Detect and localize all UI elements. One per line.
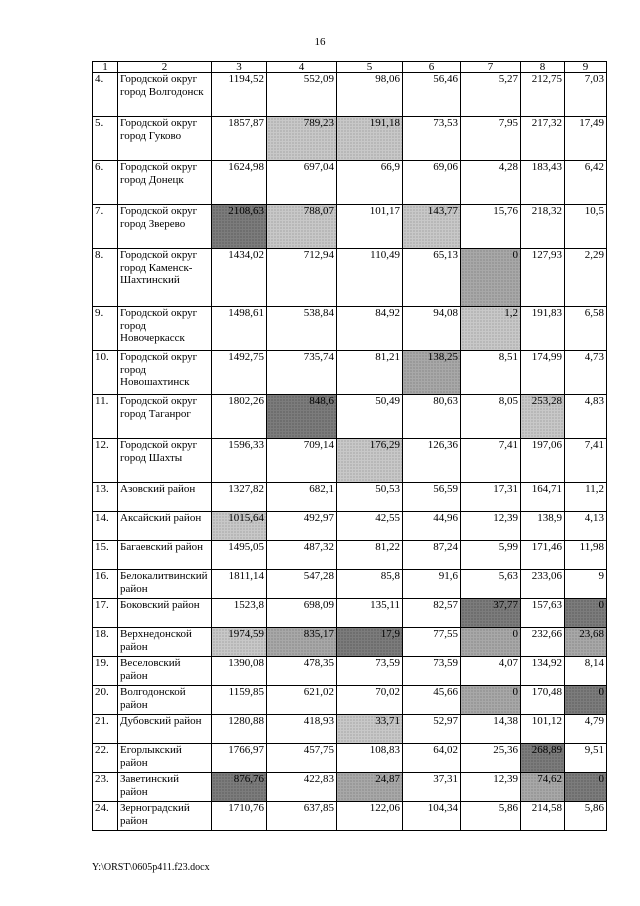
col7-value: 5,99: [461, 541, 521, 570]
col4-value: 712,94: [267, 249, 337, 307]
col9-value: 0: [565, 599, 607, 628]
col9-value: 4,79: [565, 715, 607, 744]
col9-value: 11,98: [565, 541, 607, 570]
col6-value: 143,77: [403, 205, 461, 249]
col3-value: 1327,82: [212, 483, 267, 512]
col4-value: 682,1: [267, 483, 337, 512]
col3-value: 876,76: [212, 773, 267, 802]
table-row: [93, 117, 607, 161]
col5-value: 108,83: [337, 744, 403, 773]
col4-value: 552,09: [267, 73, 337, 117]
column-number-header: 9: [565, 62, 607, 73]
col5-value: 33,71: [337, 715, 403, 744]
table-row: [93, 512, 607, 541]
col7-value: 0: [461, 686, 521, 715]
col6-value: 91,6: [403, 570, 461, 599]
col3-value: 1492,75: [212, 351, 267, 395]
row-number: 10.: [93, 351, 118, 395]
col6-value: 87,24: [403, 541, 461, 570]
col5-value: 101,17: [337, 205, 403, 249]
col8-value: 232,66: [521, 628, 565, 657]
municipality-name: Аксайский район: [118, 512, 212, 541]
col3-value: 1015,64: [212, 512, 267, 541]
col4-value: 697,04: [267, 161, 337, 205]
col4-value: 735,74: [267, 351, 337, 395]
col3-value: 1857,87: [212, 117, 267, 161]
table-row: [93, 744, 607, 773]
col4-value: 492,97: [267, 512, 337, 541]
municipality-name: Городской округ город Таганрог: [118, 395, 212, 439]
col4-value: 418,93: [267, 715, 337, 744]
col9-value: 17,49: [565, 117, 607, 161]
col9-value: 10,5: [565, 205, 607, 249]
municipality-name: Городской округ город Зверево: [118, 205, 212, 249]
column-number-header: 5: [337, 62, 403, 73]
col9-value: 11,2: [565, 483, 607, 512]
municipality-name: Заветинский район: [118, 773, 212, 802]
col7-value: 5,86: [461, 802, 521, 831]
table-row: [93, 715, 607, 744]
col7-value: 7,95: [461, 117, 521, 161]
col9-value: 0: [565, 686, 607, 715]
col9-value: 23,68: [565, 628, 607, 657]
municipality-name: Егорлыкский район: [118, 744, 212, 773]
col5-value: 135,11: [337, 599, 403, 628]
col8-value: 174,99: [521, 351, 565, 395]
row-number: 6.: [93, 161, 118, 205]
col9-value: 5,86: [565, 802, 607, 831]
col8-value: 74,62: [521, 773, 565, 802]
table-row: [93, 395, 607, 439]
col4-value: 789,23: [267, 117, 337, 161]
row-number: 17.: [93, 599, 118, 628]
column-number-header: 1: [93, 62, 118, 73]
row-number: 23.: [93, 773, 118, 802]
municipality-name: Городской округ город Новочеркасск: [118, 307, 212, 351]
col4-value: 422,83: [267, 773, 337, 802]
municipality-name: Боковский район: [118, 599, 212, 628]
col7-value: 0: [461, 628, 521, 657]
col4-value: 835,17: [267, 628, 337, 657]
page-number: 16: [314, 36, 326, 48]
col3-value: 1596,33: [212, 439, 267, 483]
municipality-name: Верхнедонской район: [118, 628, 212, 657]
col7-value: 15,76: [461, 205, 521, 249]
col7-value: 4,07: [461, 657, 521, 686]
municipality-name: Городской округ город Волгодонск: [118, 73, 212, 117]
col7-value: 8,05: [461, 395, 521, 439]
municipality-name: Городской округ город Гуково: [118, 117, 212, 161]
col3-value: 1434,02: [212, 249, 267, 307]
row-number: 14.: [93, 512, 118, 541]
col7-value: 17,31: [461, 483, 521, 512]
col7-value: 0: [461, 249, 521, 307]
col8-value: 183,43: [521, 161, 565, 205]
table-row: [93, 802, 607, 831]
row-number: 12.: [93, 439, 118, 483]
col9-value: 6,42: [565, 161, 607, 205]
municipality-name: Веселовский район: [118, 657, 212, 686]
col5-value: 42,55: [337, 512, 403, 541]
col8-value: 127,93: [521, 249, 565, 307]
row-number: 11.: [93, 395, 118, 439]
col5-value: 98,06: [337, 73, 403, 117]
table-row: [93, 628, 607, 657]
col8-value: 233,06: [521, 570, 565, 599]
col9-value: 0: [565, 773, 607, 802]
column-number-header: 2: [118, 62, 212, 73]
municipality-name: Волгодонской район: [118, 686, 212, 715]
col3-value: 1766,97: [212, 744, 267, 773]
col5-value: 81,22: [337, 541, 403, 570]
col6-value: 69,06: [403, 161, 461, 205]
row-number: 9.: [93, 307, 118, 351]
col6-value: 73,59: [403, 657, 461, 686]
col6-value: 82,57: [403, 599, 461, 628]
col8-value: 164,71: [521, 483, 565, 512]
row-number: 15.: [93, 541, 118, 570]
col4-value: 478,35: [267, 657, 337, 686]
col5-value: 70,02: [337, 686, 403, 715]
col5-value: 191,18: [337, 117, 403, 161]
col7-value: 5,27: [461, 73, 521, 117]
municipality-name: Городской округ город Шахты: [118, 439, 212, 483]
data-table: [92, 61, 607, 831]
col6-value: 64,02: [403, 744, 461, 773]
col6-value: 94,08: [403, 307, 461, 351]
row-number: 8.: [93, 249, 118, 307]
col6-value: 45,66: [403, 686, 461, 715]
col8-value: 157,63: [521, 599, 565, 628]
col9-value: 8,14: [565, 657, 607, 686]
municipality-name: Дубовский район: [118, 715, 212, 744]
row-number: 19.: [93, 657, 118, 686]
col7-value: 14,38: [461, 715, 521, 744]
col5-value: 176,29: [337, 439, 403, 483]
col8-value: 197,06: [521, 439, 565, 483]
row-number: 21.: [93, 715, 118, 744]
row-number: 4.: [93, 73, 118, 117]
col6-value: 37,31: [403, 773, 461, 802]
table-row: [93, 307, 607, 351]
col5-value: 110,49: [337, 249, 403, 307]
table-row: [93, 686, 607, 715]
col8-value: 218,32: [521, 205, 565, 249]
col6-value: 80,63: [403, 395, 461, 439]
col9-value: 7,41: [565, 439, 607, 483]
column-number-header: 3: [212, 62, 267, 73]
column-number-header: 4: [267, 62, 337, 73]
table-row: [93, 657, 607, 686]
col3-value: 1710,76: [212, 802, 267, 831]
municipality-name: Азовский район: [118, 483, 212, 512]
col9-value: 2,29: [565, 249, 607, 307]
col3-value: 1974,59: [212, 628, 267, 657]
col3-value: 1498,61: [212, 307, 267, 351]
file-path-footer: Y:\ORST\0605p411.f23.docx: [92, 862, 210, 873]
col5-value: 50,53: [337, 483, 403, 512]
col8-value: 101,12: [521, 715, 565, 744]
col3-value: 1523,8: [212, 599, 267, 628]
col3-value: 2108,63: [212, 205, 267, 249]
municipality-name: Белокалитвинский район: [118, 570, 212, 599]
col9-value: 4,83: [565, 395, 607, 439]
col9-value: 4,13: [565, 512, 607, 541]
table-row: [93, 599, 607, 628]
header-row: [93, 62, 607, 73]
col6-value: 104,34: [403, 802, 461, 831]
col5-value: 122,06: [337, 802, 403, 831]
col7-value: 8,51: [461, 351, 521, 395]
municipality-name: Городской округ город Каменск-Шахтинский: [118, 249, 212, 307]
col5-value: 85,8: [337, 570, 403, 599]
col5-value: 17,9: [337, 628, 403, 657]
col7-value: 37,77: [461, 599, 521, 628]
row-number: 7.: [93, 205, 118, 249]
municipality-name: Городской округ город Новошахтинск: [118, 351, 212, 395]
col5-value: 84,92: [337, 307, 403, 351]
row-number: 13.: [93, 483, 118, 512]
table-row: [93, 73, 607, 117]
col8-value: 268,89: [521, 744, 565, 773]
col3-value: 1280,88: [212, 715, 267, 744]
col6-value: 126,36: [403, 439, 461, 483]
municipality-name: Багаевский район: [118, 541, 212, 570]
col3-value: 1802,26: [212, 395, 267, 439]
column-number-header: 6: [403, 62, 461, 73]
col9-value: 6,58: [565, 307, 607, 351]
col8-value: 212,75: [521, 73, 565, 117]
col6-value: 44,96: [403, 512, 461, 541]
col3-value: 1624,98: [212, 161, 267, 205]
col4-value: 457,75: [267, 744, 337, 773]
col7-value: 12,39: [461, 512, 521, 541]
col6-value: 52,97: [403, 715, 461, 744]
col4-value: 547,28: [267, 570, 337, 599]
col7-value: 12,39: [461, 773, 521, 802]
row-number: 16.: [93, 570, 118, 599]
col6-value: 77,55: [403, 628, 461, 657]
col5-value: 73,59: [337, 657, 403, 686]
row-number: 20.: [93, 686, 118, 715]
row-number: 22.: [93, 744, 118, 773]
col4-value: 698,09: [267, 599, 337, 628]
col7-value: 1,2: [461, 307, 521, 351]
column-number-header: 7: [461, 62, 521, 73]
municipality-name: Городской округ город Донецк: [118, 161, 212, 205]
col4-value: 637,85: [267, 802, 337, 831]
table-row: [93, 161, 607, 205]
col5-value: 50,49: [337, 395, 403, 439]
table-row: [93, 249, 607, 307]
col5-value: 81,21: [337, 351, 403, 395]
table-row: [93, 483, 607, 512]
municipality-name: Зерноградский район: [118, 802, 212, 831]
col9-value: 9,51: [565, 744, 607, 773]
col6-value: 138,25: [403, 351, 461, 395]
col3-value: 1194,52: [212, 73, 267, 117]
col8-value: 171,46: [521, 541, 565, 570]
col7-value: 7,41: [461, 439, 521, 483]
col8-value: 134,92: [521, 657, 565, 686]
col8-value: 191,83: [521, 307, 565, 351]
table-row: [93, 541, 607, 570]
table-row: [93, 773, 607, 802]
table-row: [93, 439, 607, 483]
col4-value: 621,02: [267, 686, 337, 715]
col6-value: 56,46: [403, 73, 461, 117]
col9-value: 4,73: [565, 351, 607, 395]
col8-value: 253,28: [521, 395, 565, 439]
column-number-header: 8: [521, 62, 565, 73]
row-number: 18.: [93, 628, 118, 657]
col8-value: 217,32: [521, 117, 565, 161]
col5-value: 24,87: [337, 773, 403, 802]
col3-value: 1159,85: [212, 686, 267, 715]
col4-value: 709,14: [267, 439, 337, 483]
col5-value: 66,9: [337, 161, 403, 205]
row-number: 24.: [93, 802, 118, 831]
table-row: [93, 351, 607, 395]
col9-value: 7,03: [565, 73, 607, 117]
col4-value: 487,32: [267, 541, 337, 570]
col8-value: 138,9: [521, 512, 565, 541]
col4-value: 538,84: [267, 307, 337, 351]
row-number: 5.: [93, 117, 118, 161]
col8-value: 214,58: [521, 802, 565, 831]
col7-value: 4,28: [461, 161, 521, 205]
col7-value: 5,63: [461, 570, 521, 599]
col9-value: 9: [565, 570, 607, 599]
col4-value: 848,6: [267, 395, 337, 439]
col4-value: 788,07: [267, 205, 337, 249]
col3-value: 1390,08: [212, 657, 267, 686]
col6-value: 65,13: [403, 249, 461, 307]
table-row: [93, 570, 607, 599]
col6-value: 56,59: [403, 483, 461, 512]
col3-value: 1811,14: [212, 570, 267, 599]
col3-value: 1495,05: [212, 541, 267, 570]
col6-value: 73,53: [403, 117, 461, 161]
table-row: [93, 205, 607, 249]
col7-value: 25,36: [461, 744, 521, 773]
col8-value: 170,48: [521, 686, 565, 715]
